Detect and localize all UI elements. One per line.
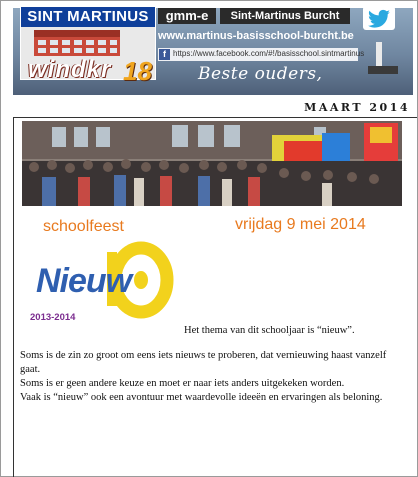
- body-text: [20, 349, 400, 405]
- event-title: schoolfeest: [43, 218, 124, 235]
- sub-school-name: Sint-Martinus Burcht: [220, 8, 350, 24]
- theme-sentence: Het thema van dit schooljaar is “nieuw”.: [184, 325, 355, 336]
- newsletter-number: 18: [123, 56, 152, 86]
- issue-month: MAART 2014: [304, 101, 410, 114]
- newsletter-name: windkr: [28, 56, 112, 83]
- nieuw-logo-text: Nieuw: [36, 262, 132, 300]
- pier-illustration: [368, 66, 398, 74]
- greeting: Beste ouders,: [198, 64, 323, 84]
- event-date: vrijdag 9 mei 2014: [235, 216, 366, 233]
- paragraph: Vaak is “nieuw” ook een avontuur met waardevolle ideeën en ervaringen als beloning.: [20, 392, 383, 403]
- school-party-photo: [22, 121, 402, 206]
- twitter-icon[interactable]: [363, 6, 395, 30]
- school-name: SINT MARTINUS: [21, 7, 155, 27]
- school-year: 2013-2014: [30, 312, 76, 323]
- partner-logo: gmm-e: [158, 8, 216, 24]
- facebook-link[interactable]: https://www.facebook.com/#!/basisschool.sintmartinus: [173, 49, 365, 58]
- paragraph: Soms is de zin zo groot om eens iets nieuws te proberen, dat vernieuwing haast vanzelf gaat.: [20, 350, 387, 375]
- paragraph: Soms is er geen andere keuze en moet er naar iets anders uitgekeken worden.: [20, 378, 345, 389]
- facebook-icon[interactable]: f: [159, 49, 170, 60]
- website-link[interactable]: www.martinus-basisschool-burcht.be: [158, 30, 354, 42]
- school-building-illustration: [34, 30, 120, 56]
- twitter-bird-icon: [363, 6, 395, 30]
- lighthouse-illustration: [376, 42, 382, 68]
